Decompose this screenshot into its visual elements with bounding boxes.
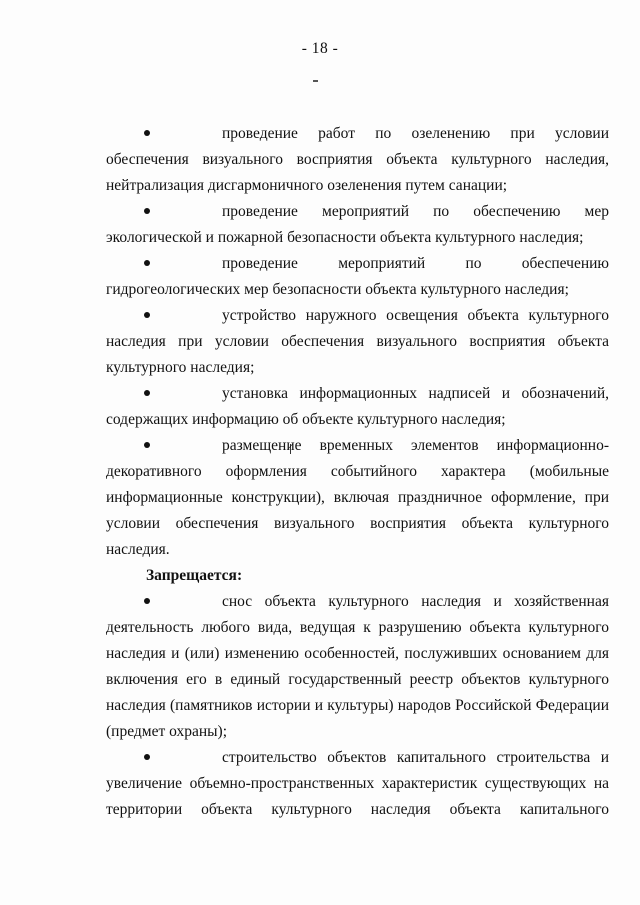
bullet-icon bbox=[144, 303, 222, 329]
page-number: - 18 - bbox=[301, 40, 339, 57]
list-item-construction bbox=[106, 745, 609, 823]
scan-speck bbox=[313, 80, 318, 82]
document-body bbox=[106, 121, 609, 823]
bullet-icon bbox=[144, 589, 222, 615]
bullet-icon bbox=[144, 199, 222, 225]
list-item-text: установка информационных надписей и обозначений, содержащих информацию об объекте культурного наследия; bbox=[106, 385, 609, 428]
list-item-greening bbox=[106, 121, 609, 199]
list-item-lighting bbox=[106, 303, 609, 381]
list-item-text: размещение временных элементов информационно-декоративного оформления событийного характера (мобильные информационные конструкции), включая праздничное оформление, при условии обеспечения визуального восприятия объекта культурного наследия. bbox=[106, 437, 609, 558]
bullet-icon bbox=[144, 433, 222, 459]
list-item-text: снос объекта культурного наследия и хозяйственная деятельность любого вида, ведущая к разрушению объекта культурного наследия и (или) изменению особенностей, послуживших основанием для включения его в единый государственный реестр объектов культурного наследия (памятников истории и культуры) народов Российской Федерации (предмет охраны); bbox=[106, 593, 609, 740]
list-item-text: устройство наружного освещения объекта культурного наследия при условии обеспечения визуального восприятия объекта культурного наследия; bbox=[106, 307, 609, 376]
list-item-text: проведение мероприятий по обеспечению мер экологической и пожарной безопасности объекта культурного наследия; bbox=[106, 203, 609, 246]
list-item-signs bbox=[106, 381, 609, 433]
list-item-decor bbox=[106, 433, 609, 563]
bullet-icon bbox=[144, 381, 222, 407]
bullet-icon bbox=[144, 251, 222, 277]
prohibited-heading: Запрещается: bbox=[146, 567, 243, 584]
list-item-text: проведение мероприятий по обеспечению гидрогеологических мер безопасности объекта культурного наследия; bbox=[106, 255, 609, 298]
list-item-demolition bbox=[106, 589, 609, 745]
list-item-text: строительство объектов капитального строительства и увеличение объемно-пространственных характеристик существующих на территории объекта культурного наследия объекта капитального bbox=[106, 749, 609, 818]
bullet-icon bbox=[144, 745, 222, 771]
bullet-icon bbox=[144, 121, 222, 147]
list-item-hydrogeology bbox=[106, 251, 609, 303]
list-item-text: проведение работ по озеленению при условии обеспечения визуального восприятия объекта культурного наследия, нейтрализация дисгармоничного озеленения путем санации; bbox=[106, 125, 609, 194]
list-item-fire-safety bbox=[106, 199, 609, 251]
